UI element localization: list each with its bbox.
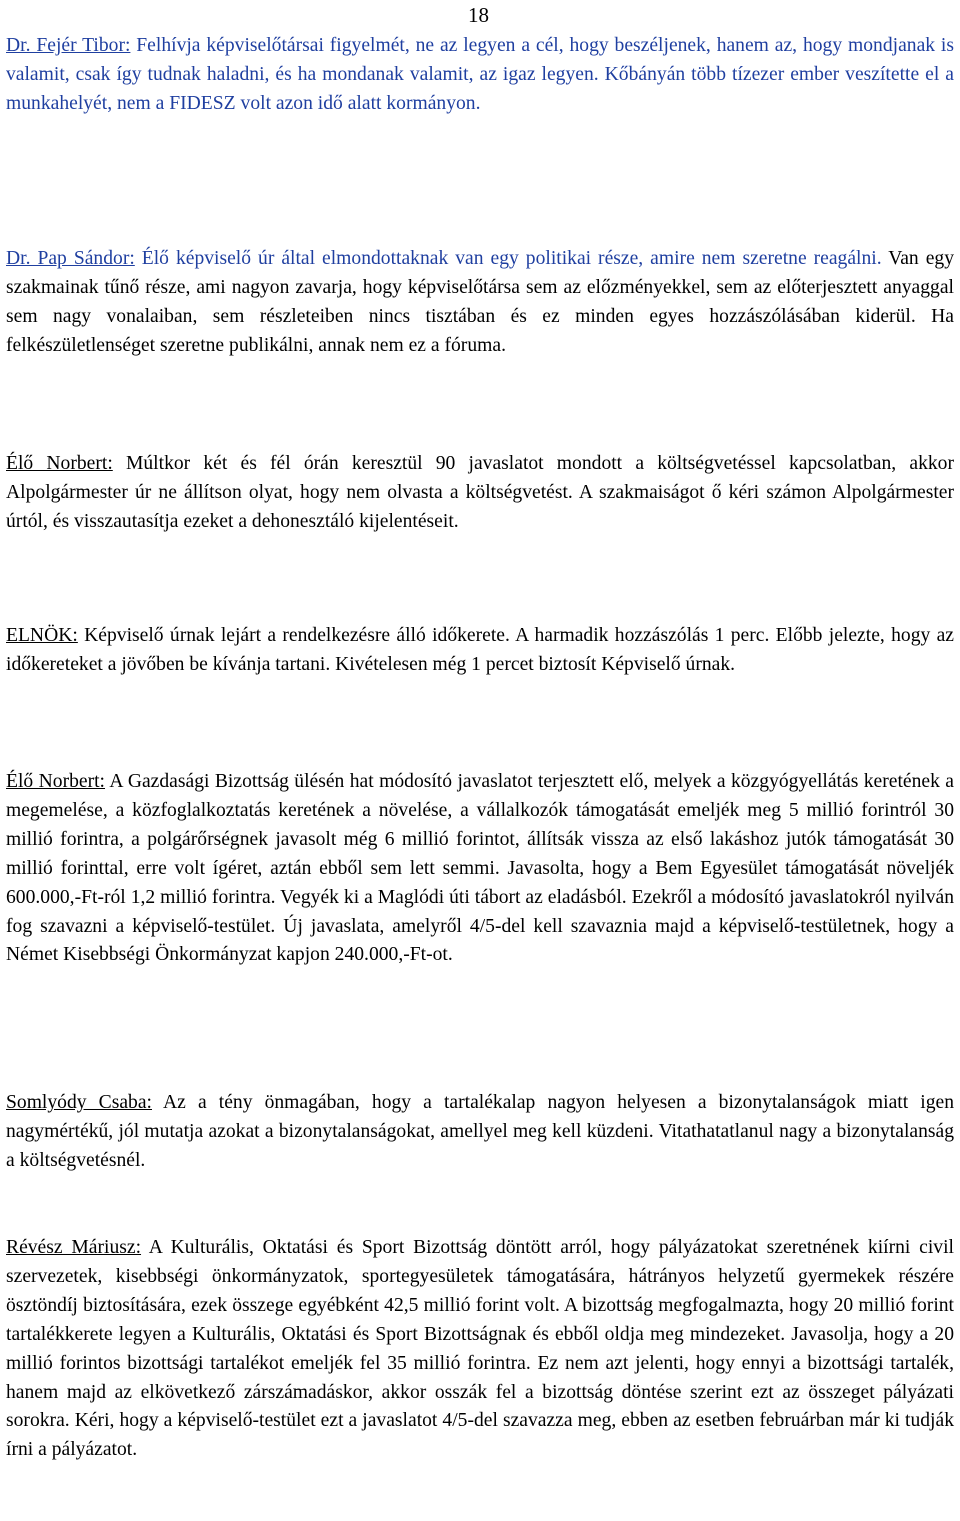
paragraph-text: Van egy szakmainak tűnő része, ami nagyon zavarja, hogy képviselőtársa sem az előzményekkel, sem az előterjesztett anyaggal sem nagy vonalaiban, sem részleteiben nincs tisztában és ez minden egyes hozzászólásában kiderül. Ha felkészületlenséget szeretne publikálni, annak nem ez a fóruma. [6,248,954,356]
paragraph-somlyody-csaba [6,1089,954,1176]
paragraph-text: Felhívja képviselőtársai figyelmét, ne az legyen a cél, hogy beszéljenek, hanem az, hogy mondjanak is valamit, csak így tudnak haladni, és ha mondanak valamit, az igaz legyen. Kőbányán több tízezer ember veszítette el a munkahelyét, nem a FIDESZ volt azon idő alatt kormányon. [6,35,954,114]
paragraph-text: Képviselő úrnak lejárt a rendelkezésre álló időkerete. A harmadik hozzászólás 1 perc. Előbb jelezte, hogy az időkereteket a jövőben be kívánja tartani. Kivételesen még 1 percet biztosít Képviselő úrnak. [6,625,954,675]
paragraph-elo-norbert-2 [6,768,954,970]
paragraph-text: Múltkor két és fél órán keresztül 90 javaslatot mondott a költségvetéssel kapcsolatban, akkor Alpolgármester úr ne állítson olyat, hogy nem olvasta a költségvetést. A szakmaiságot ő kéri számon Alpolgármester úrtól, és visszautasítja ezeket a dehonesztáló kijelentéseit. [6,453,954,532]
paragraph-text-intro: Élő képviselő úr által elmondottaknak van egy politikai része, amire nem szeretne reagálni. [134,248,882,269]
speaker-name: Dr. Pap Sándor: [6,248,135,269]
paragraph-text: A Gazdasági Bizottság ülésén hat módosító javaslatot terjesztett elő, melyek a közgyógyellátás keretének a megemelése, a közfoglalkoztatás keretének a növelése, a vállalkozók támogatását emeljék meg 5 millió forintról 30 millió forintra, a polgárőrségnek javasolt még 6 millió forintot, állítsák vissza az első lakáshoz jutók támogatását 30 millió forinttal, erre volt ígéret, aztán ebből sem lett semmi. Javasolta, hogy a Bem Egyesület támogatását növeljék 600.000,-Ft-ról 1,2 millió forintra. Vegyék ki a Maglódi úti tábort az eladásból. Ezekről a módosító javaslatokról nyilván fog szavazni a képviselő-testület. Új javaslata, amelyről 4/5-del kell szavaznia majd a képviselő-testületnek, hogy a Német Kisebbségi Önkormányzat kapjon 240.000,-Ft-ot. [6,771,954,966]
paragraph-fejer-tibor [6,32,954,119]
paragraph-text: A Kulturális, Oktatási és Sport Bizottság döntött arról, hogy pályázatokat szeretnének kiírni civil szervezetek, kisebbségi önkormányzatok, sportegyesületek támogatására, hátrányos helyzetű gyermekek részére ösztöndíj biztosítására, ezek összege egyébként 42,5 millió forint volt. A bizottság megfogalmazta, hogy 20 millió forint tartalékkerete legyen a Kulturális, Oktatási és Sport Bizottságnak és ebből oldja meg mindezeket. Javasolja, hogy a 20 millió forintos bizottsági tartalékot emeljék fel 35 millió forintra. Ez nem azt jelenti, hogy ennyi a bizottsági tartalék, hanem majd az elkövetkező zárszámadáskor, akkor osszák fel a bizottság döntése szerint ezt az összeget pályázati sorokra. Kéri, hogy a képviselő-testület ezt a javaslatot 4/5-del szavazza meg, ebben az esetben februárban már ki tudják írni a pályázatot. [6,1237,954,1461]
paragraph-revesz-mariusz [6,1234,954,1465]
speaker-name: Élő Norbert: [6,453,113,474]
speaker-name: Dr. Fejér Tibor: [6,35,131,56]
paragraph-text: Az a tény önmagában, hogy a tartalékalap nagyon helyesen a bizonytalanságok miatt igen nagymértékű, jól mutatja azokat a bizonytalanságokat, amellyel meg kell küzdeni. Vitathatatlanul nagy a bizonytalanság a költségvetésnél. [6,1092,954,1171]
speaker-name: ELNÖK: [6,625,78,646]
paragraph-elnok [6,622,954,680]
speaker-name: Somlyódy Csaba: [6,1092,152,1113]
paragraph-elo-norbert-1 [6,450,954,537]
speaker-name: Révész Máriusz: [6,1237,142,1258]
speaker-name: Élő Norbert: [6,771,106,792]
paragraph-pap-sandor [6,245,954,361]
page-number: 18 [468,3,489,27]
